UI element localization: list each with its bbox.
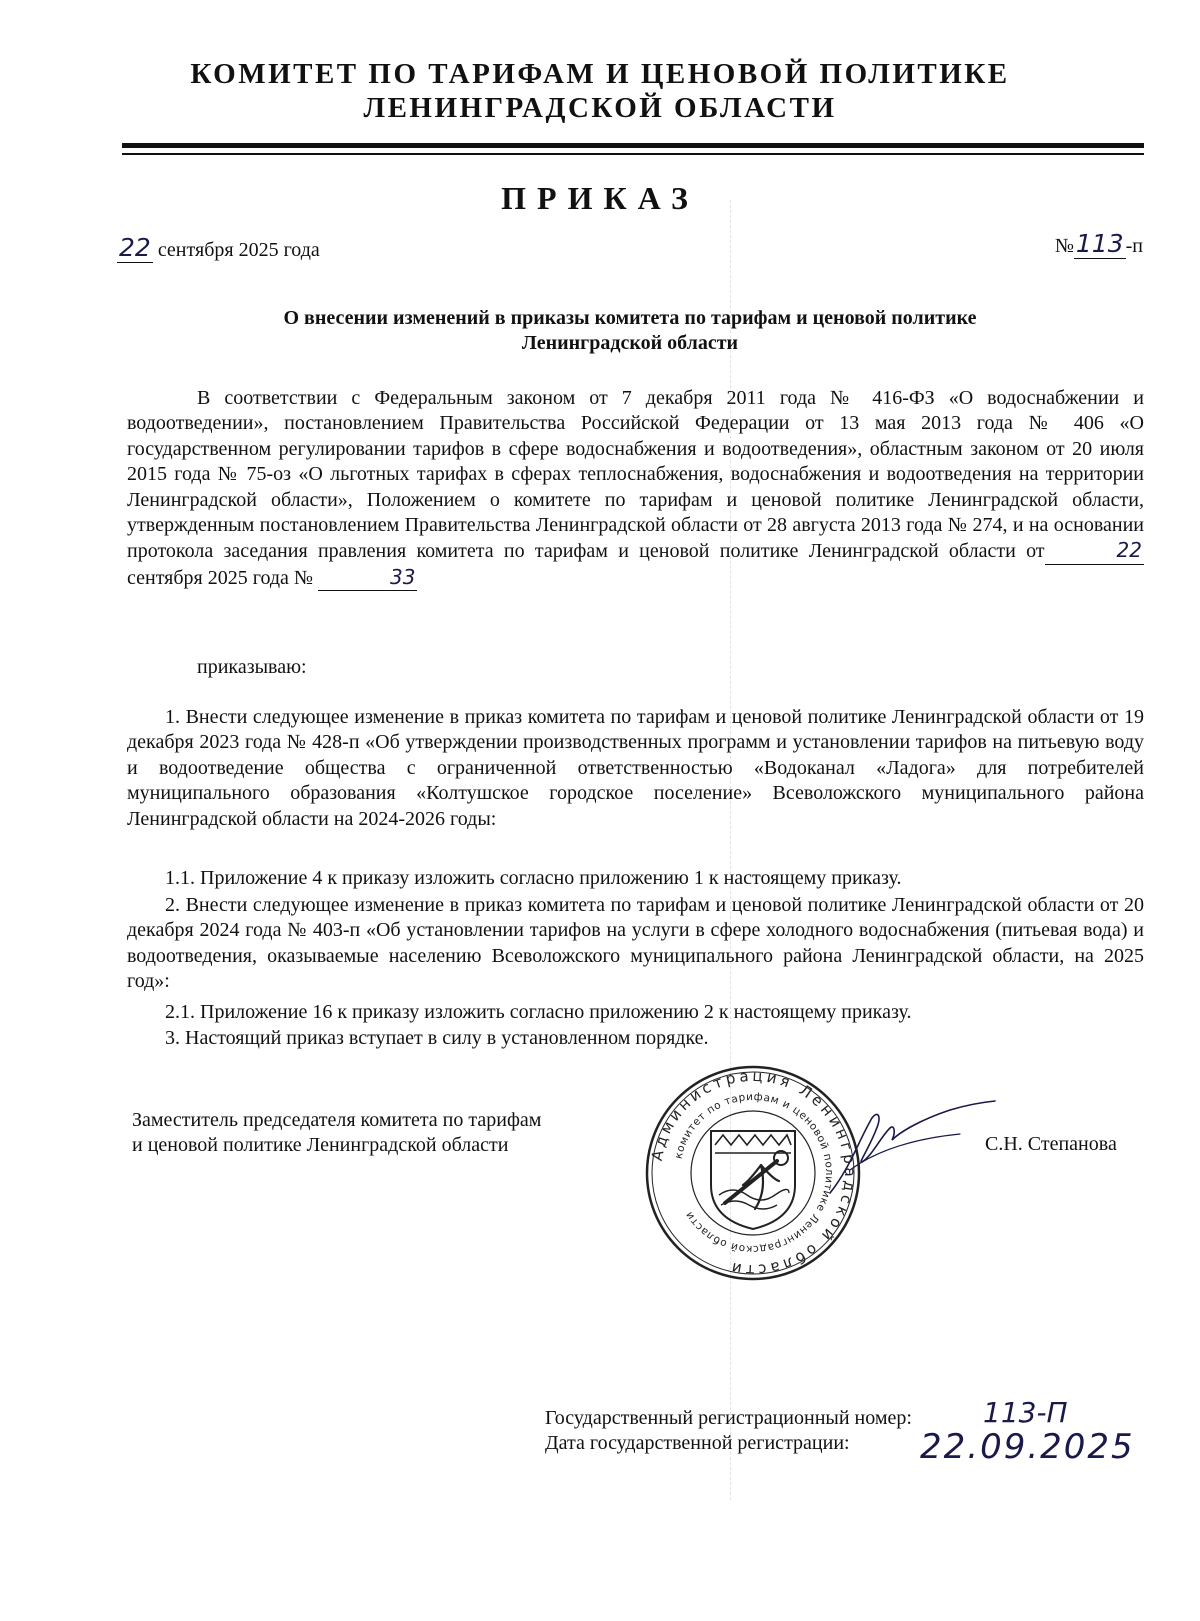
- date-day-handwritten: 22: [119, 233, 151, 262]
- position-line1: Заместитель председателя комитета по тарифам: [132, 1109, 542, 1131]
- registration-date-label: Дата государственной регистрации:: [545, 1432, 850, 1454]
- number-handwritten: 113: [1075, 229, 1124, 258]
- stamp-outer-text: Администрация Ленинградской области: [647, 1066, 860, 1280]
- intro-text: В соответствии с Федеральным законом от 7 декабря 2011 года № 416-ФЗ «О водоснабжении и водоотведении», постановлением Правительства Российской Федерации от 13 мая 2013 года № 406 «О государственном регулировании тарифов в сфере водоснабжения и водоотведения», областным законом от 20 июля 2015 года № 75-оз «О льготных тарифах в сферах теплоснабжения, водоснабжения и водоотведения на территории Ленинградской области», Положением о комитете по тарифам и ценовой политике Ленинградской области, утвержденным постановлением Правительства Ленинградской области от 28 августа 2013 года № 274, и на основании протокола заседания правления комитета по тарифам и ценовой политике Ленинградской области от: [127, 387, 1144, 563]
- signatory-position: [132, 1108, 652, 1158]
- document-type-title: ПРИКАЗ: [501, 180, 699, 216]
- protocol-number-handwritten: 33: [318, 565, 417, 591]
- subject-line1: О внесении изменений в приказы комитета по тарифам и ценовой политике: [283, 307, 977, 329]
- header-rule-thick: [122, 143, 1144, 148]
- stamp-inner-text: комитет по тарифам и ценовой политике Ленинградской области: [672, 1090, 836, 1256]
- item-3: 3. Настоящий приказ вступает в силу в установленном порядке.: [165, 1027, 709, 1049]
- subject-line2: Ленинградской области: [521, 332, 739, 354]
- document-number: [1055, 229, 1143, 259]
- registration-number-handwritten: 113-П: [983, 1396, 1068, 1429]
- item-1: 1. Внести следующее изменение в приказ комитета по тарифам и ценовой политике Ленинградской области от 19 декабря 2023 года № 428-п «Об утверждении производственных программ и установлении тарифов на питьевую воду и водоотведение общества с ограниченной ответственностью «Водоканал «Ладога» для потребителей муниципального образования «Колтушское городское поселение» Всеволожского муниципального района Ленинградской области на 2024-2026 годы:: [127, 706, 1144, 830]
- document-subject: [140, 306, 1120, 356]
- number-prefix: №: [1054, 235, 1074, 257]
- order-word: приказываю:: [197, 656, 307, 678]
- org-name-line2: ЛЕНИНГРАДСКОЙ ОБЛАСТИ: [363, 92, 837, 124]
- intro-paragraph: [127, 386, 1144, 591]
- item-2-1: 2.1. Приложение 16 к приказу изложить согласно приложению 2 к настоящему приказу.: [165, 1001, 912, 1023]
- registration-date-handwritten: 22.09.2025: [920, 1427, 1135, 1467]
- protocol-rest: сентября 2025 года №: [127, 566, 314, 589]
- header-rule-thin: [122, 153, 1144, 155]
- item-1-1: 1.1. Приложение 4 к приказу изложить согласно приложению 1 к настоящему приказу.: [165, 867, 902, 889]
- org-name-line1: КОМИТЕТ ПО ТАРИФАМ И ЦЕНОВОЙ ПОЛИТИКЕ: [190, 58, 1010, 90]
- coat-of-arms-emblem: [711, 1131, 795, 1229]
- document-date: [117, 233, 320, 263]
- number-suffix: -п: [1125, 235, 1143, 257]
- registration-number-label: Государственный регистрационный номер:: [545, 1407, 912, 1429]
- signatory-name: С.Н. Степанова: [985, 1133, 1117, 1155]
- position-line2: и ценовой политике Ленинградской области: [132, 1134, 509, 1156]
- protocol-day-handwritten: 22: [1045, 538, 1144, 564]
- date-rest: сентября 2025 года: [157, 239, 320, 261]
- item-2: 2. Внести следующее изменение в приказ комитета по тарифам и ценовой политике Ленинградской области от 20 декабря 2024 года № 403-п «Об установлении тарифов на услуги в сфере холодного водоснабжения (питьевая вода) и водоотведения, оказываемые населению Всеволожского муниципального района Ленинградской области, на 2025 год»:: [127, 894, 1144, 993]
- handwritten-signature: [820, 1098, 1000, 1208]
